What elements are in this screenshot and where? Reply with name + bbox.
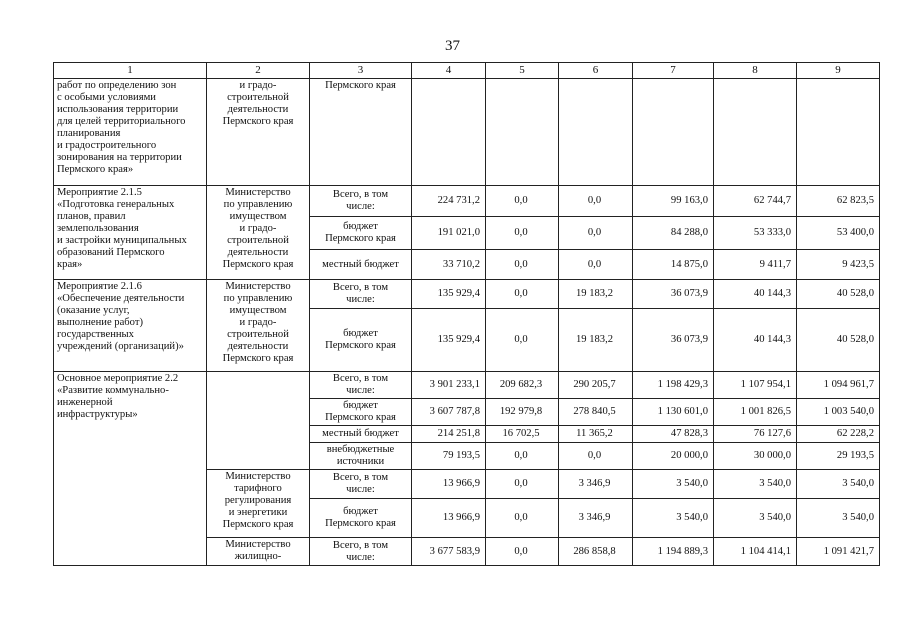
table-row [54, 79, 880, 186]
value-cell: 191 021,0 [412, 217, 486, 250]
value-cell: 0,0 [486, 250, 559, 280]
funding-source: бюджет Пермского края [310, 399, 412, 426]
value-cell: 0,0 [486, 217, 559, 250]
funding-source: Всего, в том числе: [310, 280, 412, 309]
executor-name: Министерство жилищно- [207, 538, 310, 566]
measure-name: работ по определению зон с особыми условиями использования территории для целей территориального планирования и градостроительного зонирования на территории Пермского края» [54, 79, 207, 186]
table-row [54, 186, 880, 217]
value-cell: 62 744,7 [714, 186, 797, 217]
value-cell: 1 091 421,7 [797, 538, 880, 566]
value-cell: 0,0 [559, 186, 633, 217]
value-cell: 29 193,5 [797, 443, 880, 470]
value-cell: 16 702,5 [486, 426, 559, 443]
value-cell: 192 979,8 [486, 399, 559, 426]
value-cell: 40 528,0 [797, 309, 880, 372]
value-cell: 224 731,2 [412, 186, 486, 217]
value-cell: 79 193,5 [412, 443, 486, 470]
measure-name: Мероприятие 2.1.5 «Подготовка генеральных планов, правил землепользования и застройки муниципальных образований Пермского края» [54, 186, 207, 280]
value-cell [412, 79, 486, 186]
funding-source: Всего, в том числе: [310, 186, 412, 217]
value-cell: 13 966,9 [412, 470, 486, 499]
value-cell: 1 001 826,5 [714, 399, 797, 426]
value-cell: 1 198 429,3 [633, 372, 714, 399]
value-cell [714, 79, 797, 186]
funding-source: Всего, в том числе: [310, 538, 412, 566]
funding-source: местный бюджет [310, 426, 412, 443]
value-cell: 0,0 [486, 280, 559, 309]
value-cell: 3 677 583,9 [412, 538, 486, 566]
value-cell: 3 346,9 [559, 499, 633, 538]
column-number: 6 [559, 63, 633, 79]
value-cell: 278 840,5 [559, 399, 633, 426]
value-cell: 30 000,0 [714, 443, 797, 470]
value-cell: 33 710,2 [412, 250, 486, 280]
executor-name [207, 372, 310, 470]
value-cell: 9 423,5 [797, 250, 880, 280]
value-cell: 40 528,0 [797, 280, 880, 309]
value-cell: 0,0 [486, 470, 559, 499]
value-cell: 3 346,9 [559, 470, 633, 499]
value-cell: 1 194 889,3 [633, 538, 714, 566]
value-cell: 76 127,6 [714, 426, 797, 443]
column-number: 5 [486, 63, 559, 79]
value-cell [633, 79, 714, 186]
value-cell: 19 183,2 [559, 280, 633, 309]
executor-name: Министерство по управлению имуществом и градо- строительной деятельности Пермского края [207, 186, 310, 280]
value-cell: 53 400,0 [797, 217, 880, 250]
value-cell: 0,0 [559, 250, 633, 280]
funding-source: местный бюджет [310, 250, 412, 280]
column-number: 4 [412, 63, 486, 79]
value-cell: 135 929,4 [412, 309, 486, 372]
value-cell: 3 540,0 [797, 499, 880, 538]
funding-source: Пермского края [310, 79, 412, 186]
value-cell: 20 000,0 [633, 443, 714, 470]
measure-name: Мероприятие 2.1.6 «Обеспечение деятельности (оказание услуг, выполнение работ) государственных учреждений (организаций)» [54, 280, 207, 372]
column-number: 1 [54, 63, 207, 79]
value-cell [559, 79, 633, 186]
column-number: 9 [797, 63, 880, 79]
funding-source: Всего, в том числе: [310, 372, 412, 399]
value-cell: 19 183,2 [559, 309, 633, 372]
column-number: 2 [207, 63, 310, 79]
value-cell: 99 163,0 [633, 186, 714, 217]
value-cell: 214 251,8 [412, 426, 486, 443]
value-cell: 36 073,9 [633, 309, 714, 372]
value-cell: 84 288,0 [633, 217, 714, 250]
value-cell: 0,0 [559, 443, 633, 470]
budget-table [53, 62, 880, 566]
value-cell: 3 540,0 [714, 470, 797, 499]
value-cell: 3 901 233,1 [412, 372, 486, 399]
value-cell: 53 333,0 [714, 217, 797, 250]
value-cell: 1 003 540,0 [797, 399, 880, 426]
value-cell: 47 828,3 [633, 426, 714, 443]
executor-name: Министерство по управлению имуществом и градо- строительной деятельности Пермского края [207, 280, 310, 372]
funding-source: бюджет Пермского края [310, 499, 412, 538]
funding-source: бюджет Пермского края [310, 309, 412, 372]
value-cell: 62 228,2 [797, 426, 880, 443]
value-cell: 290 205,7 [559, 372, 633, 399]
executor-name: Министерство тарифного регулирования и энергетики Пермского края [207, 470, 310, 538]
value-cell: 135 929,4 [412, 280, 486, 309]
value-cell: 62 823,5 [797, 186, 880, 217]
value-cell: 13 966,9 [412, 499, 486, 538]
column-number: 3 [310, 63, 412, 79]
funding-source: внебюджетные источники [310, 443, 412, 470]
value-cell: 0,0 [486, 309, 559, 372]
value-cell: 3 540,0 [633, 499, 714, 538]
funding-source: бюджет Пермского края [310, 217, 412, 250]
value-cell: 1 107 954,1 [714, 372, 797, 399]
value-cell: 0,0 [486, 186, 559, 217]
value-cell: 0,0 [486, 443, 559, 470]
value-cell: 0,0 [486, 538, 559, 566]
page-number: 37 [445, 38, 460, 54]
table-row [54, 372, 880, 399]
value-cell: 3 607 787,8 [412, 399, 486, 426]
value-cell: 1 094 961,7 [797, 372, 880, 399]
value-cell: 286 858,8 [559, 538, 633, 566]
value-cell: 36 073,9 [633, 280, 714, 309]
table-row [54, 280, 880, 309]
value-cell: 3 540,0 [633, 470, 714, 499]
value-cell [486, 79, 559, 186]
value-cell: 3 540,0 [714, 499, 797, 538]
value-cell: 209 682,3 [486, 372, 559, 399]
value-cell: 40 144,3 [714, 280, 797, 309]
measure-name: Основное мероприятие 2.2 «Развитие коммунально- инженерной инфраструктуры» [54, 372, 207, 566]
value-cell: 0,0 [559, 217, 633, 250]
value-cell [797, 79, 880, 186]
value-cell: 40 144,3 [714, 309, 797, 372]
column-number: 7 [633, 63, 714, 79]
funding-source: Всего, в том числе: [310, 470, 412, 499]
column-number: 8 [714, 63, 797, 79]
value-cell: 3 540,0 [797, 470, 880, 499]
value-cell: 11 365,2 [559, 426, 633, 443]
value-cell: 9 411,7 [714, 250, 797, 280]
value-cell: 1 104 414,1 [714, 538, 797, 566]
value-cell: 1 130 601,0 [633, 399, 714, 426]
value-cell: 0,0 [486, 499, 559, 538]
value-cell: 14 875,0 [633, 250, 714, 280]
column-number-row [54, 63, 880, 79]
executor-name: и градо- строительной деятельности Пермского края [207, 79, 310, 186]
